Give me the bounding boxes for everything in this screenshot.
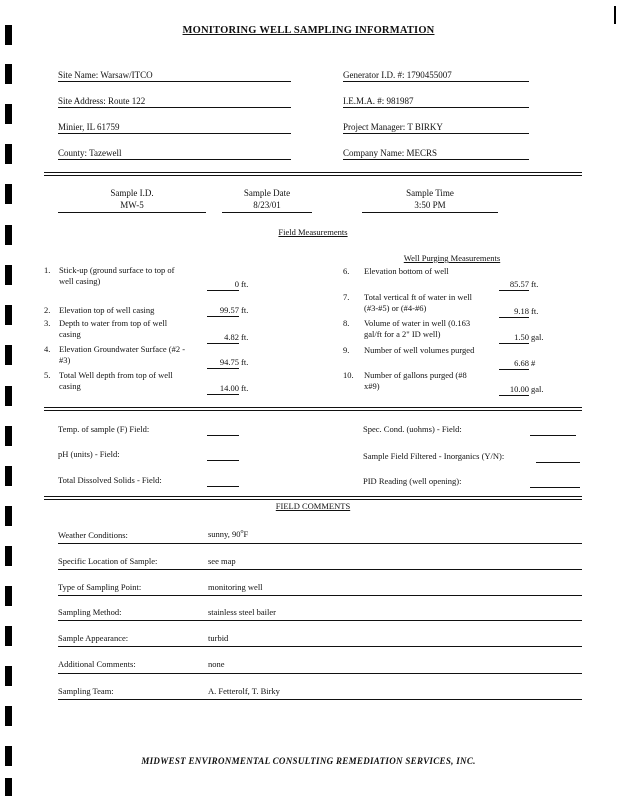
measurement-unit: ft. — [531, 306, 539, 316]
scan-mark — [5, 626, 12, 646]
sample-time-label: Sample Time — [406, 188, 454, 198]
county-row — [58, 148, 121, 159]
underline — [58, 543, 582, 544]
tds-field-value — [207, 475, 239, 487]
measurement-unit: # — [531, 358, 536, 368]
measurement-value: 99.57 — [207, 305, 239, 317]
measurement-value: 1.50 — [499, 332, 529, 344]
site-name-label: Site Name: — [58, 70, 99, 80]
scan-mark — [5, 466, 12, 486]
underline — [362, 212, 498, 213]
pid-label: PID Reading (well opening): — [363, 476, 462, 486]
county-label: County: — [58, 148, 88, 158]
filtered-value — [536, 451, 580, 463]
underline — [58, 595, 582, 596]
underline — [58, 81, 291, 82]
city-state-zip: Minier, IL 61759 — [58, 122, 120, 132]
sample-date-label: Sample Date — [243, 188, 291, 198]
scan-mark — [5, 506, 12, 526]
sample-id-value: MW-5 — [120, 200, 144, 210]
measurement-num: 2. — [44, 305, 51, 315]
county-value: Tazewell — [89, 148, 122, 158]
company-name-label: Company Name: — [343, 148, 405, 158]
pid-value — [530, 476, 580, 488]
measurement-value: 4.82 — [207, 332, 239, 344]
divider — [44, 496, 582, 497]
comment-value: A. Fetterolf, T. Birky — [208, 686, 280, 696]
project-manager-value: T BIRKY — [407, 122, 443, 132]
filtered-label: Sample Field Filtered - Inorganics (Y/N): — [363, 451, 505, 461]
underline — [58, 673, 582, 674]
measurement-value: 14.00 — [207, 383, 239, 395]
comment-label: Sampling Team: — [58, 686, 114, 696]
tds-field-label: Total Dissolved Solids - Field: — [58, 475, 162, 485]
scan-mark — [5, 305, 12, 325]
comment-value: sunny, 90$^o$F — [208, 528, 249, 539]
scan-mark — [614, 6, 616, 24]
site-address-value: Route 122 — [108, 96, 146, 106]
measurement-value: 0 — [207, 279, 239, 291]
underline — [58, 212, 206, 213]
comment-value: monitoring well — [208, 582, 263, 592]
company-name-value: MECRS — [406, 148, 438, 158]
project-manager-label: Project Manager: — [343, 122, 406, 132]
iema-label: I.E.M.A. #: — [343, 96, 385, 106]
measurement-label: Number of well volumes purged — [364, 345, 475, 355]
underline — [222, 212, 312, 213]
comment-label: Specific Location of Sample: — [58, 556, 158, 566]
generator-id-row — [343, 70, 452, 81]
ph-field-label: pH (units) - Field: — [58, 449, 120, 459]
site-address-label: Site Address: — [58, 96, 106, 106]
measurement-num: 3. — [44, 318, 51, 328]
comment-value: turbid — [208, 633, 229, 643]
measurement-unit: ft. — [241, 383, 249, 393]
sample-date-value: 8/23/01 — [253, 200, 281, 210]
measurement-unit: ft. — [241, 357, 249, 367]
scan-mark — [5, 225, 12, 245]
scan-mark — [5, 144, 12, 164]
underline — [343, 107, 529, 108]
generator-id-label: Generator I.D. #: — [343, 70, 405, 80]
measurement-label: Volume of water in well (0.163 gal/ft for a 2" ID well) — [364, 318, 471, 339]
measurement-label: Elevation bottom of well — [364, 266, 449, 276]
measurement-label: Elevation top of well casing — [59, 305, 155, 315]
scan-mark — [5, 546, 12, 566]
page-title: MONITORING WELL SAMPLING INFORMATION — [182, 25, 435, 36]
measurement-num: 5. — [44, 370, 51, 380]
scan-mark — [5, 666, 12, 686]
measurement-num: 10. — [343, 370, 354, 380]
divider — [44, 175, 582, 176]
comment-label: Sampling Method: — [58, 607, 122, 617]
underline — [58, 159, 291, 160]
well-purging-heading: Well Purging Measurements — [403, 253, 501, 263]
scan-mark — [5, 184, 12, 204]
comment-value: see map — [208, 556, 236, 566]
site-name-row — [58, 70, 153, 81]
footer-company: MIDWEST ENVIRONMENTAL CONSULTING REMEDIATION SERVICES, INC. — [141, 756, 476, 766]
scan-mark — [5, 104, 12, 124]
comment-label: Additional Comments: — [58, 659, 136, 669]
measurement-value: 9.18 — [499, 306, 529, 318]
underline — [58, 699, 582, 700]
field-measurements-heading: Field Measurements — [278, 227, 348, 237]
iema-value: 981987 — [386, 96, 414, 106]
measurement-label: Number of gallons purged (#8 x#9) — [364, 370, 467, 391]
sample-time-value: 3:50 PM — [414, 200, 446, 210]
scan-mark — [5, 706, 12, 726]
field-comments-heading: FIELD COMMENTS — [275, 501, 351, 511]
divider — [44, 172, 582, 173]
measurement-unit: gal. — [531, 384, 544, 394]
underline — [58, 107, 291, 108]
divider — [44, 499, 582, 500]
divider — [44, 410, 582, 411]
scan-mark — [5, 426, 12, 446]
scan-mark — [5, 586, 12, 606]
measurement-num: 9. — [343, 345, 350, 355]
measurement-unit: ft. — [241, 305, 249, 315]
ph-field-value — [207, 449, 239, 461]
comment-label: Sample Appearance: — [58, 633, 129, 643]
measurement-label: Stick-up (ground surface to top of well casing) — [59, 265, 175, 286]
temp-field-label: Temp. of sample (F) Field: — [58, 424, 150, 434]
project-manager-row — [343, 122, 443, 133]
comment-label: Weather Conditions: — [58, 530, 128, 540]
spec-cond-label: Spec. Cond. (uohms) - Field: — [363, 424, 462, 434]
spec-cond-value — [530, 424, 576, 436]
measurement-num: 8. — [343, 318, 350, 328]
scan-mark — [5, 265, 12, 285]
measurement-label: Total Well depth from top of well casing — [59, 370, 173, 391]
measurement-value: 85.57 — [499, 279, 529, 291]
measurement-unit: ft. — [531, 279, 539, 289]
measurement-num: 7. — [343, 292, 350, 302]
generator-id-value: 1790455007 — [406, 70, 452, 80]
company-name-row — [343, 148, 437, 159]
underline — [58, 569, 582, 570]
scan-mark — [5, 386, 12, 406]
sample-id-label: Sample I.D. — [110, 188, 154, 198]
temp-field-value — [207, 424, 239, 436]
measurement-value: 10.00 — [499, 384, 529, 396]
underline — [58, 620, 582, 621]
comment-value: none — [208, 659, 225, 669]
divider — [44, 407, 582, 408]
scan-mark — [5, 778, 12, 796]
underline — [343, 159, 529, 160]
site-name-value: Warsaw/ITCO — [100, 70, 153, 80]
measurement-num: 4. — [44, 344, 51, 354]
iema-row — [343, 96, 414, 107]
underline — [58, 646, 582, 647]
measurement-unit: ft. — [241, 332, 249, 342]
scan-mark — [5, 345, 12, 365]
measurement-label: Elevation Groundwater Surface (#2 - #3) — [59, 344, 186, 365]
measurement-unit: ft. — [241, 279, 249, 289]
measurement-label: Total vertical ft of water in well (#3-#5) or (#4-#6) — [364, 292, 472, 313]
underline — [343, 133, 529, 134]
measurement-value: 6.68 — [499, 358, 529, 370]
measurement-num: 1. — [44, 265, 51, 275]
comment-value: stainless steel bailer — [208, 607, 276, 617]
underline — [343, 81, 529, 82]
site-address-row — [58, 96, 145, 107]
underline — [58, 133, 291, 134]
scan-mark — [5, 64, 12, 84]
comment-label: Type of Sampling Point: — [58, 582, 142, 592]
measurement-unit: gal. — [531, 332, 544, 342]
measurement-label: Depth to water from top of well casing — [59, 318, 168, 339]
measurement-num: 6. — [343, 266, 350, 276]
measurement-value: 94.75 — [207, 357, 239, 369]
